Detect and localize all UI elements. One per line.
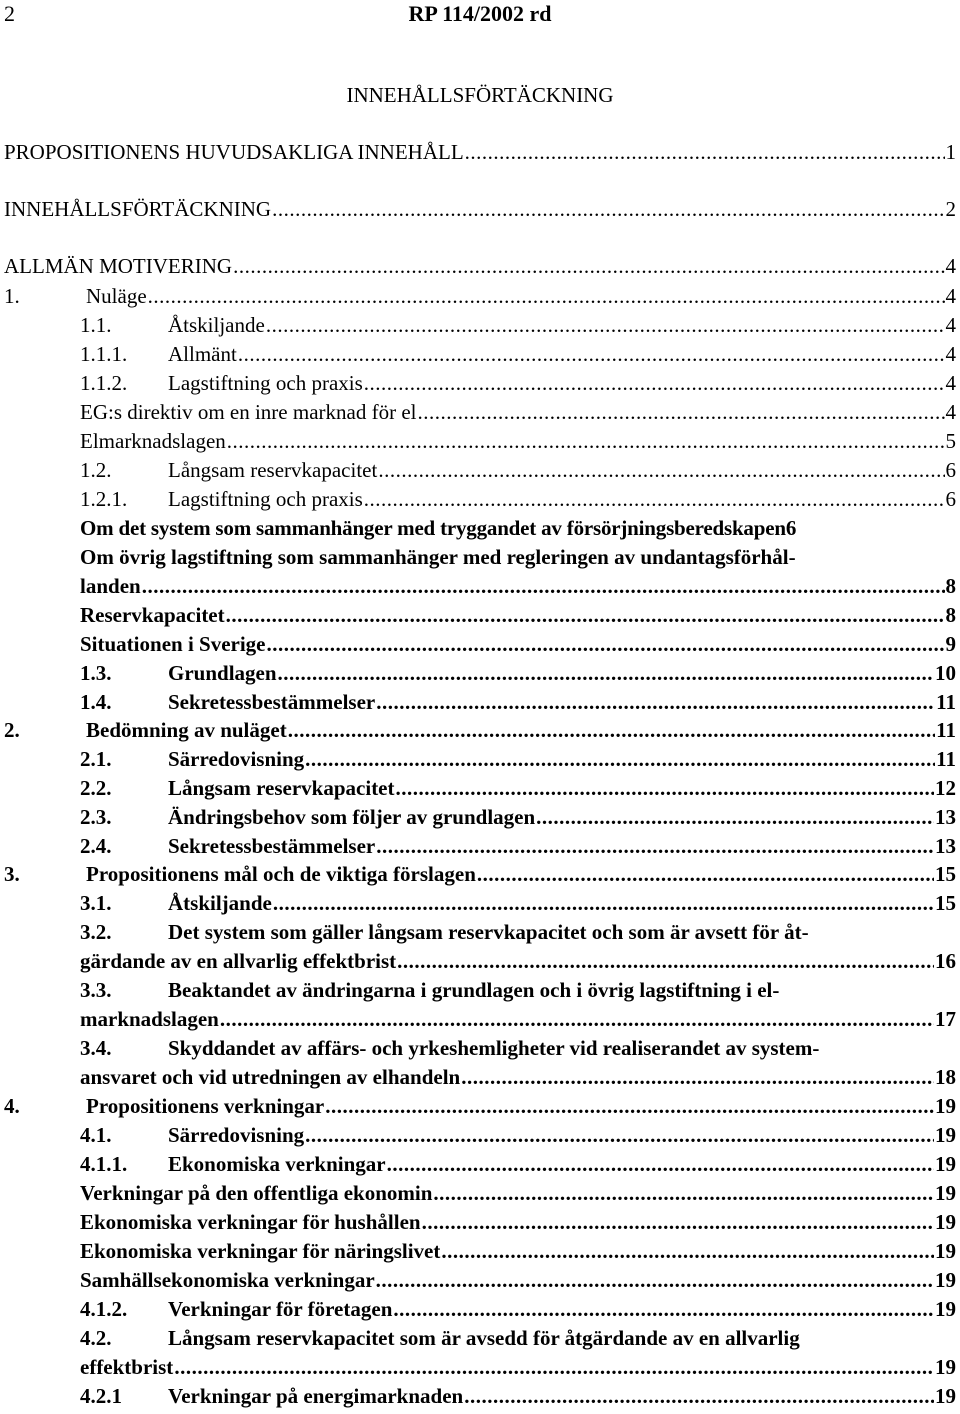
toc-entry-text: Ekonomiska verkningar för hushållen (80, 1210, 421, 1234)
toc-entry-text: Propositionens mål och de viktiga förslagen (86, 862, 476, 886)
toc-entry-number: 2.4. (80, 834, 112, 858)
header-reference: RP 114/2002 rd (408, 1, 552, 26)
toc-entry-text: PROPOSITIONENS HUVUDSAKLIGA INNEHÅLL (4, 140, 464, 164)
toc-entry-text: Reservkapacitet (80, 603, 225, 627)
toc-entry[interactable] (80, 1179, 956, 1207)
toc-entry-text: Verkningar på den offentliga ekonomin (80, 1181, 433, 1205)
dot-leader (417, 398, 944, 426)
toc-entry-text: Situationen i Sverige (80, 632, 266, 656)
toc-entry-page: 13 (935, 834, 956, 858)
toc-entry[interactable] (80, 340, 956, 368)
toc-entry[interactable] (4, 252, 956, 280)
dot-leader (278, 659, 934, 687)
toc-entry-text: Särredovisning (168, 747, 305, 771)
toc-entry-number: 1.3. (80, 661, 112, 685)
toc-entry-text: Lagstiftning och praxis (168, 371, 363, 395)
toc-entry[interactable] (80, 630, 956, 658)
toc-entry-page: 4 (945, 254, 956, 278)
toc-entry[interactable] (80, 1208, 956, 1236)
toc-entry[interactable] (4, 282, 956, 310)
toc-entry-page: 19 (935, 1210, 956, 1234)
toc-entry-text: Verkningar för företagen (168, 1297, 393, 1321)
toc-entry-text: Sekretessbestämmelser (168, 690, 376, 714)
toc-entry-number: 1.4. (80, 690, 112, 714)
toc-entry-text: Beaktandet av ändringarna i grundlagen och i övrig lagstiftning i el- (168, 978, 780, 1002)
toc-entry-text: Nuläge (86, 284, 147, 308)
toc-entry-page: 8 (945, 574, 956, 598)
toc-entry-text: Om övrig lagstiftning som sammanhänger med regleringen av undantagsförhål- (80, 545, 796, 569)
toc-entry-number: 3. (4, 862, 20, 886)
toc-entry[interactable] (4, 716, 956, 744)
toc-entry-page: 4 (945, 284, 956, 308)
toc-entry[interactable] (80, 427, 956, 455)
toc-entry-page: 11 (936, 718, 956, 742)
toc-entry-number: 2.2. (80, 776, 112, 800)
toc-entry-text: Skyddandet av affärs- och yrkeshemligheter vid realiserandet av system- (168, 1036, 820, 1060)
dot-leader (238, 340, 945, 368)
dot-leader (536, 803, 934, 831)
dot-leader (174, 1353, 934, 1381)
dot-leader (461, 1063, 934, 1091)
toc-entry-first-line (80, 1034, 956, 1063)
toc-entry-page: 10 (935, 661, 956, 685)
toc-entry-text: Åtskiljande (168, 313, 265, 337)
toc-entry-page: 19 (935, 1239, 956, 1263)
toc-entry-first-line (80, 1324, 956, 1353)
toc-entry[interactable] (80, 1005, 956, 1033)
dot-leader (464, 1382, 934, 1410)
toc-entry-number: 3.1. (80, 891, 112, 915)
toc-entry-page: 19 (935, 1152, 956, 1176)
toc-entry[interactable] (80, 1150, 956, 1178)
toc-entry-text: Allmänt (168, 342, 237, 366)
toc-entry-number: 3.3. (80, 978, 112, 1002)
toc-entry-number: 3.2. (80, 920, 112, 944)
toc-entry-number: 4.1.2. (80, 1297, 128, 1321)
dot-leader (393, 1295, 934, 1323)
toc-entry-first-line (80, 543, 956, 572)
dot-leader (233, 252, 944, 280)
dot-leader (376, 688, 935, 716)
toc-entry[interactable] (80, 311, 956, 339)
toc-entry-page: 4 (945, 342, 956, 366)
toc-entry-page: 5 (945, 429, 956, 453)
toc-entry[interactable] (80, 774, 956, 802)
toc-entry-text: Långsam reservkapacitet som är avsedd för åtgärdande av en allvarlig (168, 1326, 800, 1350)
toc-entry-continuation: gärdande av en allvarlig effektbrist (80, 949, 397, 973)
toc-entry-text: Åtskiljande (168, 891, 272, 915)
toc-entry-number: 4.2.1 (80, 1384, 122, 1408)
toc-entry-page: 6 (945, 487, 956, 511)
dot-leader (325, 1092, 934, 1120)
toc-entry-page: 15 (935, 891, 956, 915)
dot-leader (433, 1179, 934, 1207)
toc-entry-number: 2. (4, 718, 20, 742)
toc-entry[interactable] (80, 1295, 956, 1323)
dot-leader (376, 1266, 934, 1294)
dot-leader (387, 1150, 934, 1178)
toc-entry-number: 2.1. (80, 747, 112, 771)
dot-leader (288, 716, 935, 744)
toc-title: INNEHÅLLSFÖRTÄCKNING (346, 83, 614, 107)
toc-entry[interactable] (80, 1063, 956, 1091)
dot-leader (148, 282, 945, 310)
dot-leader (477, 860, 934, 888)
toc-entry[interactable] (4, 195, 956, 223)
toc-entry-text: Grundlagen (168, 661, 277, 685)
dot-leader (267, 630, 945, 658)
toc-entry-page: 4 (945, 313, 956, 337)
toc-entry-number: 3.4. (80, 1036, 112, 1060)
toc-entry-number: 1.1.1. (80, 342, 128, 366)
toc-entry[interactable] (80, 947, 956, 975)
toc-entry-text: Ändringsbehov som följer av grundlagen (168, 805, 536, 829)
toc-entry-page: 15 (935, 862, 956, 886)
toc-entry-page: 19 (935, 1268, 956, 1292)
toc-entry-number: 1.1. (80, 313, 112, 337)
dot-leader (422, 1208, 934, 1236)
toc-entry-text: INNEHÅLLSFÖRTÄCKNING (4, 197, 272, 221)
toc-entry-page: 19 (935, 1384, 956, 1408)
toc-entry-page: 19 (935, 1123, 956, 1147)
toc-entry[interactable] (80, 1266, 956, 1294)
toc-entry-page: 2 (945, 197, 956, 221)
dot-leader (220, 1005, 934, 1033)
toc-entry-continuation: effektbrist (80, 1355, 174, 1379)
toc-entry-number: 1.1.2. (80, 371, 128, 395)
toc-entry[interactable] (80, 601, 956, 629)
toc-entry-text: Bedömning av nuläget (86, 718, 287, 742)
toc-entry-page: 12 (935, 776, 956, 800)
dot-leader (376, 832, 934, 860)
toc-entry[interactable] (80, 456, 956, 484)
toc-entry-text: Särredovisning (168, 1123, 305, 1147)
toc-entry-page: 9 (945, 632, 956, 656)
dot-leader (142, 572, 945, 600)
toc-entry-page: 19 (935, 1094, 956, 1118)
dot-leader (226, 601, 945, 629)
toc-entry-text: Ekonomiska verkningar (168, 1152, 386, 1176)
toc-entry-page: 19 (935, 1181, 956, 1205)
toc-entry[interactable] (80, 659, 956, 687)
dot-leader (227, 427, 945, 455)
toc-entry-number: 1.2.1. (80, 487, 128, 511)
dot-leader (396, 774, 935, 802)
toc-entry[interactable] (80, 514, 956, 542)
toc-entry-first-line (80, 918, 956, 947)
header-page-number: 2 (4, 1, 15, 26)
toc-entry[interactable] (80, 485, 956, 513)
toc-entry-text: Ekonomiska verkningar för näringslivet (80, 1239, 441, 1263)
toc-entry-continuation: ansvaret och vid utredningen av elhandeln (80, 1065, 461, 1089)
toc-entry-page: 1 (945, 140, 956, 164)
toc-entry-text: Samhällsekonomiska verkningar (80, 1268, 375, 1292)
toc-entry-number: 4.1. (80, 1123, 112, 1147)
dot-leader (441, 1237, 934, 1265)
dot-leader (266, 311, 945, 339)
toc-entry[interactable] (4, 1092, 956, 1120)
toc-entry-number: 2.3. (80, 805, 112, 829)
toc-entry-text: Långsam reservkapacitet (168, 458, 378, 482)
toc-entry[interactable] (4, 860, 956, 888)
toc-entry-page: 19 (935, 1297, 956, 1321)
toc-entry[interactable] (80, 1121, 956, 1149)
toc-entry-page: 4 (945, 400, 956, 424)
dot-leader (305, 745, 935, 773)
dot-leader (465, 138, 945, 166)
toc-entry-page: 13 (935, 805, 956, 829)
toc-entry-text: Propositionens verkningar (86, 1094, 325, 1118)
toc-entry-page: 18 (935, 1065, 956, 1089)
toc-entry-page: 19 (935, 1355, 956, 1379)
toc-entry-page: 6 (945, 458, 956, 482)
toc-entry-number: 4. (4, 1094, 20, 1118)
toc-entry-number: 1. (4, 284, 20, 308)
toc-entry-continuation: marknadslagen (80, 1007, 219, 1031)
toc-entry[interactable] (80, 398, 956, 426)
toc-entry-page: 4 (945, 371, 956, 395)
toc-entry[interactable] (80, 803, 956, 831)
toc-entry-continuation: landen (80, 574, 141, 598)
toc-entry[interactable] (80, 1353, 956, 1381)
dot-leader (364, 485, 945, 513)
toc-entry-number: 1.2. (80, 458, 112, 482)
toc-entry-page: 16 (935, 949, 956, 973)
dot-leader (378, 456, 944, 484)
dot-leader (397, 947, 934, 975)
toc-entry-page: 11 (936, 747, 956, 771)
toc-entry-text: Verkningar på energimarknaden (168, 1384, 464, 1408)
toc-entry-text: ALLMÄN MOTIVERING (4, 254, 233, 278)
toc-entry-text: Långsam reservkapacitet (168, 776, 395, 800)
toc-entry[interactable] (80, 1237, 956, 1265)
toc-entry-first-line (80, 976, 956, 1005)
toc-entry[interactable] (80, 889, 956, 917)
toc-entry-text: Det system som gäller långsam reservkapacitet och som är avsett för åt- (168, 920, 809, 944)
toc-entry[interactable] (80, 832, 956, 860)
toc-entry-number: 4.2. (80, 1326, 112, 1350)
toc-entry-text: Elmarknadslagen (80, 429, 226, 453)
toc-entry[interactable] (4, 138, 956, 166)
toc-entry[interactable] (80, 572, 956, 600)
toc-entry-page: 11 (936, 690, 956, 714)
toc-entry[interactable] (80, 369, 956, 397)
toc-entry-text: Sekretessbestämmelser (168, 834, 376, 858)
dot-leader (364, 369, 945, 397)
dot-leader (273, 889, 934, 917)
toc-entry-text: Om det system som sammanhänger med tryggandet av försörjningsberedskapen (80, 516, 786, 540)
dot-leader (272, 195, 944, 223)
dot-leader (305, 1121, 934, 1149)
toc-entry-text: Lagstiftning och praxis (168, 487, 363, 511)
toc-entry[interactable] (80, 1382, 956, 1410)
toc-entry-page: 17 (935, 1007, 956, 1031)
toc-entry-text: EG:s direktiv om en inre marknad för el (80, 400, 417, 424)
toc-entry-page: 8 (945, 603, 956, 627)
toc-entry[interactable] (80, 745, 956, 773)
toc-entry-number: 4.1.1. (80, 1152, 128, 1176)
toc-entry-page: 6 (785, 516, 797, 540)
toc-entry[interactable] (80, 688, 956, 716)
